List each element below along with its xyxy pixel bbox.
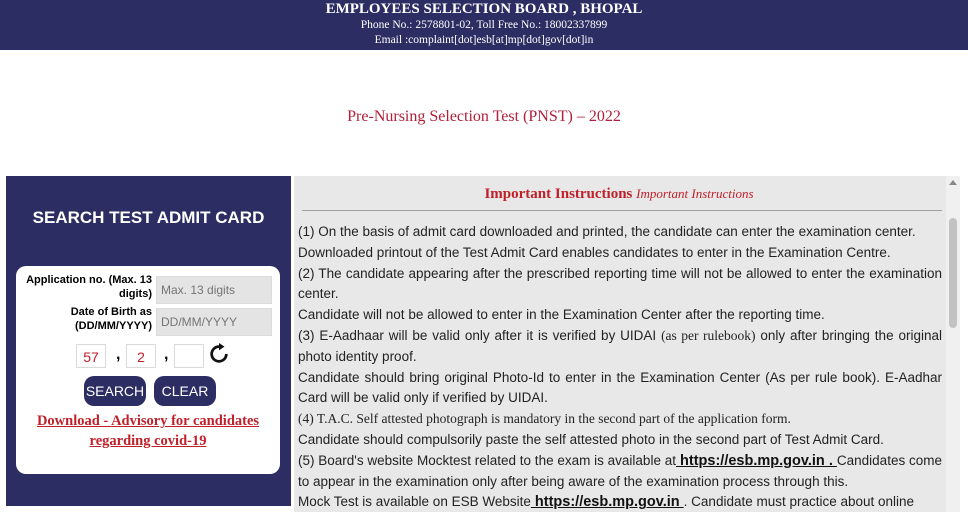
instruction-3-detail: Candidate should bring original Photo-Id to enter in the Examination Center (As per rule book). E-Aadhar Card will be valid only if verified by UIDAI. — [298, 369, 942, 406]
instruction-1: (1) On the basis of admit card downloaded and printed, the candidate can enter the examination center. — [298, 224, 916, 239]
instruction-4-detail: Candidate should compulsorily paste the self attested photo in the second part of Test Admit Card. — [298, 431, 884, 447]
clear-button[interactable]: CLEAR — [154, 376, 216, 406]
captcha-answer-input[interactable] — [174, 344, 204, 368]
header-banner — [0, 0, 968, 50]
refresh-icon[interactable] — [208, 343, 230, 365]
instructions-text — [298, 222, 942, 512]
instruction-2: (2) The candidate appearing after the prescribed reporting time will not be allowed to enter the examination center. — [298, 265, 942, 302]
captcha-separator-1: , — [116, 346, 121, 363]
heading-divider — [302, 210, 942, 211]
application-no-label — [20, 273, 152, 301]
esb-website-link-1[interactable]: https://esb.mp.gov.in . — [675, 452, 837, 469]
phone-line: Phone No.: 2578801-02, Toll Free No.: 18002337899 — [360, 19, 608, 31]
instructions-heading-italic: Important Instructions — [636, 186, 754, 201]
instruction-5 — [298, 451, 942, 493]
captcha-box-1: 57 — [76, 344, 106, 368]
search-form — [16, 266, 280, 474]
instruction-5-detail-part1: Mock Test is available on ESB Website — [298, 494, 531, 510]
application-no-label-line2: digits) — [119, 288, 152, 300]
search-admit-card-panel — [6, 176, 291, 506]
instruction-3-part1: (3) E-Aadhaar will be valid only after it is verified by UIDAI — [298, 327, 657, 343]
instructions-panel — [294, 176, 960, 512]
instruction-5-part1: (5) Board's website Mocktest related to the exam is available at — [298, 452, 676, 468]
scroll-thumb[interactable] — [949, 218, 957, 328]
captcha-box-2: 2 — [126, 344, 156, 368]
dob-label-line2: (DD/MM/YYYY) — [75, 320, 152, 332]
instruction-3-part3: only after bringing the original photo identity proof. — [298, 327, 942, 364]
instruction-5-detail-part2: . Candidate must practice about online — [683, 494, 915, 510]
instruction-1-detail: Downloaded printout of the Test Admit Card enables candidates to enter in the Examination Centre. — [298, 244, 891, 260]
instructions-heading-text: Important Instructions — [484, 186, 633, 202]
captcha-separator-2: , — [164, 346, 169, 363]
email-line: Email :complaint[dot]esb[at]mp[dot]gov[dot]in — [374, 34, 594, 46]
esb-website-link-2[interactable]: https://esb.mp.gov.in — [530, 494, 684, 511]
board-title: EMPLOYEES SELECTION BOARD , BHOPAL — [325, 1, 643, 17]
search-heading: SEARCH TEST ADMIT CARD — [32, 208, 265, 227]
instructions-heading — [294, 186, 944, 203]
search-button[interactable]: SEARCH — [84, 376, 146, 406]
covid-advisory-download-link[interactable]: Download - Advisory for candidates regarding covid-19 — [36, 413, 260, 449]
instruction-4: (4) T.A.C. Self attested photograph is mandatory in the second part of the application form. — [298, 411, 791, 427]
instructions-scrollbar[interactable] — [946, 176, 960, 512]
dob-input[interactable] — [156, 308, 272, 336]
instruction-3-part2: (as per rulebook) — [661, 327, 756, 343]
instruction-3 — [298, 326, 942, 368]
application-no-input[interactable] — [156, 276, 272, 304]
instruction-5-detail — [298, 492, 942, 512]
instruction-5-part2: Candidates come to appear in the examination only after being aware of the examination process through this. — [298, 452, 942, 489]
application-no-label-line1: Application no. (Max. 13 — [26, 274, 152, 286]
instruction-2-detail: Candidate will not be allowed to enter in the Examination Center after the reporting time. — [298, 307, 825, 323]
page-title: Pre-Nursing Selection Test (PNST) – 2022 — [347, 108, 621, 125]
dob-label-line1: Date of Birth as — [70, 306, 152, 318]
scroll-up-icon[interactable] — [949, 180, 957, 185]
dob-label — [20, 305, 152, 333]
